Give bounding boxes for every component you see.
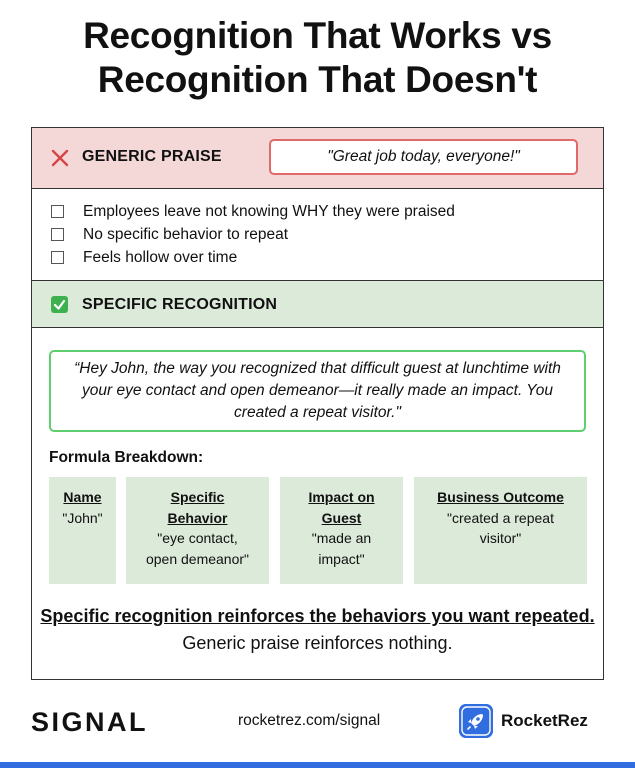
specific-recognition-quote: “Hey John, the way you recognized that difficult guest at lunchtime with your eye contact and open demeanor—it really made an impact. You created a repeat visitor." <box>49 350 586 432</box>
generic-praise-list <box>51 200 455 269</box>
formula-box-impact <box>280 477 403 584</box>
generic-praise-heading: GENERIC PRAISE <box>82 148 222 165</box>
formula-box-heading: Business Outcome <box>437 489 564 505</box>
formula-box-behavior <box>126 477 269 584</box>
list-item-text: Employees leave not knowing WHY they were praised <box>83 202 455 220</box>
formula-box-value: "eye contact, open demeanor" <box>145 530 250 567</box>
formula-breakdown-label: Formula Breakdown: <box>49 449 204 466</box>
formula-box-value: "created a repeat visitor" <box>447 509 554 546</box>
formula-box-value: "made an impact" <box>311 530 372 567</box>
generic-praise-quote: "Great job today, everyone!" <box>269 139 578 175</box>
title-line-1: Recognition That Works vs <box>83 15 552 56</box>
rocket-icon <box>459 704 493 738</box>
comparison-card <box>31 127 604 680</box>
summary-rest-text: Generic praise reinforces nothing. <box>182 633 453 653</box>
list-item <box>51 223 455 246</box>
specific-recognition-heading: SPECIFIC RECOGNITION <box>82 296 278 313</box>
formula-box-heading: Name <box>63 489 102 505</box>
empty-checkbox-icon <box>51 251 64 264</box>
formula-box-value: "John" <box>62 509 103 526</box>
empty-checkbox-icon <box>51 205 64 218</box>
title-line-2: Recognition That Doesn't <box>97 59 538 100</box>
specific-recognition-header <box>32 280 603 328</box>
summary-statement <box>32 603 603 657</box>
empty-checkbox-icon <box>51 228 64 241</box>
formula-box-name <box>49 477 116 584</box>
list-item <box>51 200 455 223</box>
list-item-text: No specific behavior to repeat <box>83 225 289 243</box>
rocketrez-brand-name: RocketRez <box>501 711 588 730</box>
formula-box-outcome <box>414 477 587 584</box>
summary-bold-text: Specific recognition reinforces the behaviors you want repeated. <box>40 606 595 626</box>
check-icon <box>51 296 68 313</box>
page-title <box>0 14 635 102</box>
formula-box-heading: Impact on Guest <box>308 489 375 526</box>
signal-logo: SIGNAL <box>31 707 149 737</box>
x-icon <box>51 149 69 167</box>
generic-praise-header <box>32 128 603 189</box>
footer-url[interactable]: rocketrez.com/signal <box>238 712 381 729</box>
list-item-text: Feels hollow over time <box>83 248 238 266</box>
formula-box-heading: Specific Behavior <box>167 489 228 526</box>
list-item <box>51 246 455 269</box>
bottom-accent-bar <box>0 762 635 768</box>
